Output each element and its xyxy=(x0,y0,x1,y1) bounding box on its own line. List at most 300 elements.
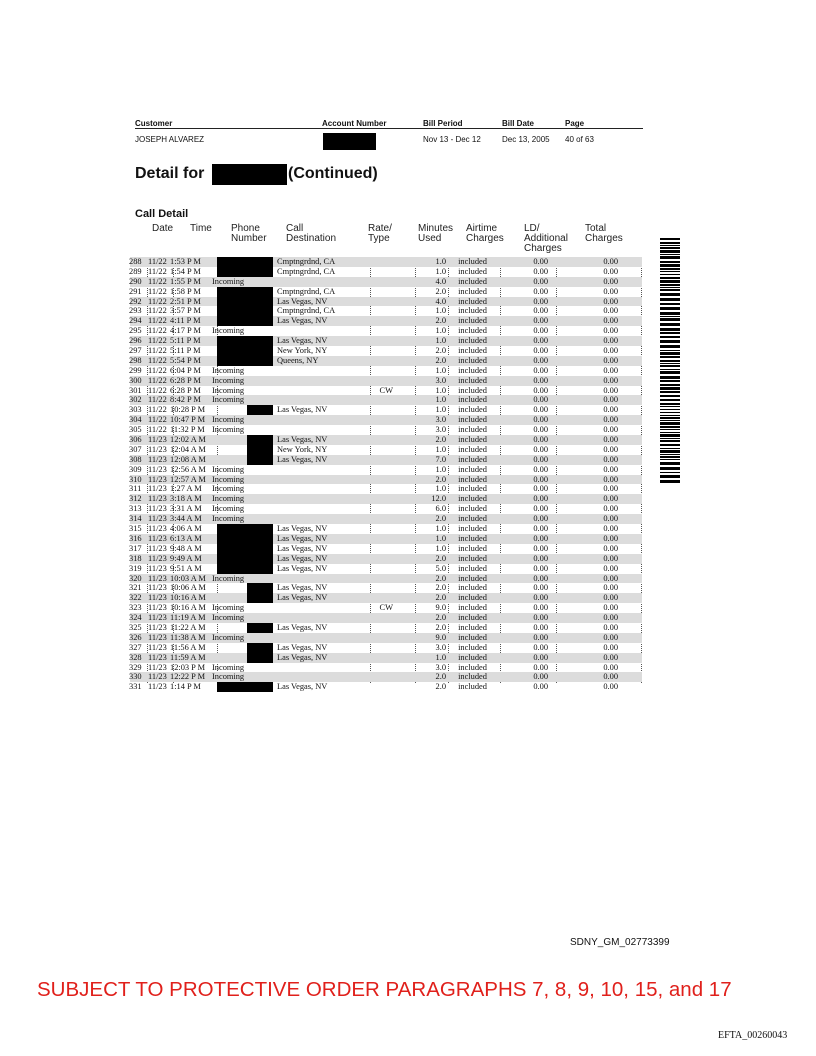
call-date: 11/23 xyxy=(148,533,167,543)
table-row xyxy=(130,514,642,524)
barcode-bar xyxy=(660,254,680,255)
ld-charges: 0.00 xyxy=(533,563,548,573)
barcode-bar xyxy=(660,399,680,401)
ld-charges: 0.00 xyxy=(533,425,548,435)
ld-charges: 0.00 xyxy=(533,435,548,445)
table-row xyxy=(130,366,642,376)
barcode-bar xyxy=(660,316,680,317)
ld-charges: 0.00 xyxy=(533,494,548,504)
phone-number-redaction xyxy=(247,623,273,633)
barcode-bar xyxy=(660,271,680,272)
barcode-bar xyxy=(660,376,680,379)
ld-charges: 0.00 xyxy=(533,415,548,425)
airtime-charges: included xyxy=(458,405,487,415)
table-row xyxy=(130,445,642,455)
row-number: 297 xyxy=(129,346,142,356)
document-id: SDNY_GM_02773399 xyxy=(570,937,670,948)
total-charges: 0.00 xyxy=(603,613,618,623)
phone-number-redaction xyxy=(217,257,273,267)
barcode-bar xyxy=(660,274,680,275)
minutes-used: 3.0 xyxy=(435,375,446,385)
bill-date-label: Bill Date xyxy=(502,119,535,128)
table-row xyxy=(130,534,642,544)
call-destination: Las Vegas, NV xyxy=(277,316,328,326)
barcode-bar xyxy=(660,475,680,478)
table-row xyxy=(130,524,642,534)
call-date: 11/23 xyxy=(148,464,167,474)
barcode-bar xyxy=(660,422,680,425)
airtime-charges: included xyxy=(458,326,487,336)
protective-order-notice: SUBJECT TO PROTECTIVE ORDER PARAGRAPHS 7, 8, 9, 10, 15, and 17 xyxy=(37,978,732,1001)
table-row xyxy=(130,475,642,485)
ld-charges: 0.00 xyxy=(533,632,548,642)
minutes-used: 2.0 xyxy=(435,593,446,603)
call-time: 1:58 P M xyxy=(170,286,201,296)
phone-number-redaction xyxy=(217,682,273,692)
call-date: 11/23 xyxy=(148,514,167,524)
phone-number-redaction xyxy=(247,435,273,445)
call-destination: Las Vegas, NV xyxy=(277,563,328,573)
row-number: 289 xyxy=(129,266,142,276)
phone-number-redaction xyxy=(217,534,273,544)
phone-number-redaction xyxy=(247,583,273,593)
call-date: 11/23 xyxy=(148,563,167,573)
barcode-bar xyxy=(660,426,680,428)
ld-charges: 0.00 xyxy=(533,375,548,385)
row-number: 308 xyxy=(129,454,142,464)
col-ld-additional-charges: LD/ Additional Charges xyxy=(524,223,568,254)
barcode-bar xyxy=(660,384,680,386)
phone-number-redaction xyxy=(247,405,273,415)
call-destination: Las Vegas, NV xyxy=(277,454,328,464)
airtime-charges: included xyxy=(458,464,487,474)
row-number: 294 xyxy=(129,316,142,326)
table-row xyxy=(130,643,642,653)
airtime-charges: included xyxy=(458,296,487,306)
barcode-bar xyxy=(660,363,680,364)
ld-charges: 0.00 xyxy=(533,524,548,534)
minutes-used: 1.0 xyxy=(435,395,446,405)
airtime-charges: included xyxy=(458,573,487,583)
airtime-charges: included xyxy=(458,553,487,563)
ld-charges: 0.00 xyxy=(533,514,548,524)
airtime-charges: included xyxy=(458,385,487,395)
ld-charges: 0.00 xyxy=(533,682,548,692)
call-time: 4:06 A M xyxy=(170,524,202,534)
total-charges: 0.00 xyxy=(603,385,618,395)
call-detail-table xyxy=(130,257,642,692)
call-destination: Las Vegas, NV xyxy=(277,622,328,632)
call-time: 12:08 A M xyxy=(170,454,206,464)
barcode-bar xyxy=(660,268,680,270)
col-phone-number: Phone Number xyxy=(231,223,267,244)
row-number: 319 xyxy=(129,563,142,573)
barcode-bar xyxy=(660,387,680,390)
call-time: 1:27 A M xyxy=(170,484,202,494)
airtime-charges: included xyxy=(458,435,487,445)
total-charges: 0.00 xyxy=(603,326,618,336)
call-destination: Queens, NY xyxy=(277,355,319,365)
phone-number-redaction xyxy=(217,564,273,574)
call-date: 11/22 xyxy=(148,286,167,296)
airtime-charges: included xyxy=(458,276,487,286)
phone-number-redaction xyxy=(217,306,273,316)
minutes-used: 7.0 xyxy=(435,454,446,464)
call-time: 6:28 P M xyxy=(170,375,201,385)
barcode-bar xyxy=(660,336,680,338)
call-date: 11/23 xyxy=(148,613,167,623)
minutes-used: 2.0 xyxy=(435,474,446,484)
airtime-charges: included xyxy=(458,365,487,375)
call-date: 11/23 xyxy=(148,524,167,534)
header-rule xyxy=(135,128,643,129)
total-charges: 0.00 xyxy=(603,494,618,504)
minutes-used: 2.0 xyxy=(435,435,446,445)
table-row xyxy=(130,277,642,287)
ld-charges: 0.00 xyxy=(533,613,548,623)
barcode-bar xyxy=(660,462,680,465)
call-date: 11/23 xyxy=(148,603,167,613)
minutes-used: 1.0 xyxy=(435,484,446,494)
row-number: 316 xyxy=(129,533,142,543)
table-row xyxy=(130,623,642,633)
airtime-charges: included xyxy=(458,682,487,692)
call-time: 1:53 P M xyxy=(170,257,201,266)
barcode-bar xyxy=(660,289,680,291)
barcode-bar xyxy=(660,406,680,407)
total-charges: 0.00 xyxy=(603,603,618,613)
airtime-charges: included xyxy=(458,622,487,632)
table-row xyxy=(130,326,642,336)
call-destination: Las Vegas, NV xyxy=(277,553,328,563)
ld-charges: 0.00 xyxy=(533,484,548,494)
row-number: 304 xyxy=(129,415,142,425)
call-destination: Cmptngrdnd, CA xyxy=(277,266,336,276)
airtime-charges: included xyxy=(458,613,487,623)
rate-type: CW xyxy=(379,385,393,395)
table-row xyxy=(130,544,642,554)
minutes-used: 9.0 xyxy=(435,632,446,642)
ld-charges: 0.00 xyxy=(533,573,548,583)
total-charges: 0.00 xyxy=(603,306,618,316)
row-number: 320 xyxy=(129,573,142,583)
row-number: 302 xyxy=(129,395,142,405)
table-row xyxy=(130,257,642,267)
call-time: 3:57 P M xyxy=(170,306,201,316)
airtime-charges: included xyxy=(458,563,487,573)
phone-number-redaction xyxy=(247,643,273,653)
ld-charges: 0.00 xyxy=(533,543,548,553)
detail-title-suffix: (Continued) xyxy=(288,165,378,182)
call-date: 11/22 xyxy=(148,405,167,415)
airtime-charges: included xyxy=(458,425,487,435)
ld-charges: 0.00 xyxy=(533,296,548,306)
call-destination: Las Vegas, NV xyxy=(277,296,328,306)
total-charges: 0.00 xyxy=(603,286,618,296)
barcode-bar xyxy=(660,280,680,283)
phone-number-redaction xyxy=(247,593,273,603)
row-number: 322 xyxy=(129,593,142,603)
barcode-bar xyxy=(660,332,680,334)
call-time: 10:47 P M xyxy=(170,415,206,425)
call-time: 10:06 A M xyxy=(170,583,206,593)
call-destination: Las Vegas, NV xyxy=(277,642,328,652)
minutes-used: 6.0 xyxy=(435,504,446,514)
call-direction: Incoming xyxy=(212,494,245,504)
call-direction: Incoming xyxy=(212,672,245,682)
ld-charges: 0.00 xyxy=(533,395,548,405)
barcode-bar xyxy=(660,365,680,367)
ld-charges: 0.00 xyxy=(533,257,548,266)
total-charges: 0.00 xyxy=(603,276,618,286)
total-charges: 0.00 xyxy=(603,514,618,524)
minutes-used: 2.0 xyxy=(435,553,446,563)
call-date: 11/22 xyxy=(148,395,167,405)
call-time: 9:51 A M xyxy=(170,563,202,573)
table-row xyxy=(130,287,642,297)
rate-type: CW xyxy=(379,603,393,613)
call-destination: Cmptngrdnd, CA xyxy=(277,286,336,296)
call-date: 11/23 xyxy=(148,435,167,445)
minutes-used: 1.0 xyxy=(435,266,446,276)
row-number: 290 xyxy=(129,276,142,286)
call-time: 11:22 A M xyxy=(170,622,206,632)
row-number: 310 xyxy=(129,474,142,484)
airtime-charges: included xyxy=(458,652,487,662)
ld-charges: 0.00 xyxy=(533,286,548,296)
table-row xyxy=(130,593,642,603)
call-time: 4:11 P M xyxy=(170,316,201,326)
airtime-charges: included xyxy=(458,662,487,672)
total-charges: 0.00 xyxy=(603,553,618,563)
minutes-used: 2.0 xyxy=(435,613,446,623)
row-number: 326 xyxy=(129,632,142,642)
minutes-used: 1.0 xyxy=(435,533,446,543)
call-time: 6:04 P M xyxy=(170,365,201,375)
table-row xyxy=(130,336,642,346)
table-row xyxy=(130,574,642,584)
row-number: 331 xyxy=(129,682,142,692)
page-number: 40 of 63 xyxy=(565,135,594,144)
table-row xyxy=(130,564,642,574)
call-direction: Incoming xyxy=(212,662,245,672)
airtime-charges: included xyxy=(458,474,487,484)
row-number: 293 xyxy=(129,306,142,316)
call-time: 1:55 P M xyxy=(170,276,201,286)
call-direction: Incoming xyxy=(212,385,245,395)
barcode-bar xyxy=(660,312,680,315)
phone-number-redaction xyxy=(217,554,273,564)
table-row xyxy=(130,455,642,465)
barcode-bar xyxy=(660,350,680,351)
phone-number-redaction xyxy=(217,336,273,346)
airtime-charges: included xyxy=(458,514,487,524)
call-date: 11/23 xyxy=(148,593,167,603)
barcode-bar xyxy=(660,360,680,362)
airtime-charges: included xyxy=(458,346,487,356)
call-direction: Incoming xyxy=(212,504,245,514)
phone-number-redaction xyxy=(247,653,273,663)
total-charges: 0.00 xyxy=(603,474,618,484)
account-number-redaction xyxy=(323,133,376,150)
airtime-charges: included xyxy=(458,642,487,652)
call-date: 11/23 xyxy=(148,652,167,662)
call-time: 6:13 A M xyxy=(170,533,202,543)
barcode-bar xyxy=(660,480,680,483)
total-charges: 0.00 xyxy=(603,524,618,534)
call-direction: Incoming xyxy=(212,425,245,435)
row-number: 306 xyxy=(129,435,142,445)
total-charges: 0.00 xyxy=(603,583,618,593)
call-destination: Cmptngrdnd, CA xyxy=(277,306,336,316)
call-date: 11/23 xyxy=(148,504,167,514)
call-direction: Incoming xyxy=(212,484,245,494)
minutes-used: 1.0 xyxy=(435,306,446,316)
page-label: Page xyxy=(565,119,585,128)
barcode-bar xyxy=(660,434,680,437)
total-charges: 0.00 xyxy=(603,593,618,603)
call-time: 5:11 P M xyxy=(170,346,201,356)
row-number: 328 xyxy=(129,652,142,662)
airtime-charges: included xyxy=(458,583,487,593)
minutes-used: 1.0 xyxy=(435,365,446,375)
call-date: 11/22 xyxy=(148,425,167,435)
barcode-bar xyxy=(660,395,680,397)
total-charges: 0.00 xyxy=(603,652,618,662)
call-time: 5:54 P M xyxy=(170,355,201,365)
call-time: 12:03 P M xyxy=(170,662,206,672)
ld-charges: 0.00 xyxy=(533,662,548,672)
minutes-used: 2.0 xyxy=(435,682,446,692)
call-destination: Las Vegas, NV xyxy=(277,583,328,593)
airtime-charges: included xyxy=(458,444,487,454)
call-date: 11/22 xyxy=(148,257,167,266)
call-direction: Incoming xyxy=(212,375,245,385)
total-charges: 0.00 xyxy=(603,662,618,672)
barcode-bar xyxy=(660,415,680,416)
call-direction: Incoming xyxy=(212,573,245,583)
barcode-image xyxy=(660,238,680,484)
ld-charges: 0.00 xyxy=(533,553,548,563)
ld-charges: 0.00 xyxy=(533,316,548,326)
call-date: 11/22 xyxy=(148,326,167,336)
barcode-bar xyxy=(660,318,680,321)
row-number: 311 xyxy=(129,484,142,494)
row-number: 318 xyxy=(129,553,142,563)
table-row xyxy=(130,504,642,514)
barcode-bar xyxy=(660,293,680,296)
call-date: 11/23 xyxy=(148,494,167,504)
call-time: 9:48 A M xyxy=(170,543,202,553)
total-charges: 0.00 xyxy=(603,464,618,474)
table-row xyxy=(130,682,642,692)
call-destination: Las Vegas, NV xyxy=(277,336,328,346)
barcode-bar xyxy=(660,444,680,446)
col-call-destination: Call Destination xyxy=(286,223,337,244)
ld-charges: 0.00 xyxy=(533,533,548,543)
call-time: 5:11 P M xyxy=(170,336,201,346)
table-row xyxy=(130,583,642,593)
minutes-used: 2.0 xyxy=(435,355,446,365)
barcode-bar xyxy=(660,287,680,288)
airtime-charges: included xyxy=(458,603,487,613)
table-row xyxy=(130,465,642,475)
call-time: 3:18 A M xyxy=(170,494,202,504)
call-date: 11/22 xyxy=(148,415,167,425)
table-row xyxy=(130,297,642,307)
airtime-charges: included xyxy=(458,524,487,534)
row-number: 298 xyxy=(129,355,142,365)
row-number: 314 xyxy=(129,514,142,524)
call-direction: Incoming xyxy=(212,632,245,642)
phone-number-redaction xyxy=(217,356,273,366)
ld-charges: 0.00 xyxy=(533,365,548,375)
table-row xyxy=(130,405,642,415)
table-row xyxy=(130,484,642,494)
minutes-used: 2.0 xyxy=(435,583,446,593)
barcode-bar xyxy=(660,247,680,249)
call-date: 11/23 xyxy=(148,454,167,464)
minutes-used: 4.0 xyxy=(435,276,446,286)
barcode-bar xyxy=(660,238,680,240)
barcode-bar xyxy=(660,454,680,455)
ld-charges: 0.00 xyxy=(533,444,548,454)
call-date: 11/23 xyxy=(148,474,167,484)
airtime-charges: included xyxy=(458,632,487,642)
minutes-used: 1.0 xyxy=(435,444,446,454)
call-destination: Las Vegas, NV xyxy=(277,593,328,603)
airtime-charges: included xyxy=(458,504,487,514)
barcode-bar xyxy=(660,328,680,331)
ld-charges: 0.00 xyxy=(533,593,548,603)
barcode-bar xyxy=(660,345,680,348)
call-date: 11/23 xyxy=(148,672,167,682)
barcode-bar xyxy=(660,303,680,305)
ld-charges: 0.00 xyxy=(533,622,548,632)
ld-charges: 0.00 xyxy=(533,266,548,276)
call-time: 11:32 P M xyxy=(170,425,205,435)
row-number: 288 xyxy=(129,257,142,266)
total-charges: 0.00 xyxy=(603,257,618,266)
barcode-bar xyxy=(660,242,680,244)
minutes-used: 5.0 xyxy=(435,563,446,573)
call-time: 10:16 A M xyxy=(170,603,206,613)
call-date: 11/23 xyxy=(148,662,167,672)
table-row xyxy=(130,633,642,643)
row-number: 321 xyxy=(129,583,142,593)
airtime-charges: included xyxy=(458,316,487,326)
minutes-used: 1.0 xyxy=(435,652,446,662)
row-number: 301 xyxy=(129,385,142,395)
total-charges: 0.00 xyxy=(603,533,618,543)
total-charges: 0.00 xyxy=(603,365,618,375)
minutes-used: 3.0 xyxy=(435,642,446,652)
row-number: 292 xyxy=(129,296,142,306)
call-destination: New York, NY xyxy=(277,444,328,454)
ld-charges: 0.00 xyxy=(533,603,548,613)
call-time: 12:22 P M xyxy=(170,672,206,682)
col-date: Date xyxy=(152,223,174,234)
call-time: 12:02 A M xyxy=(170,435,206,445)
table-row xyxy=(130,267,642,277)
barcode-bar xyxy=(660,432,680,433)
barcode-bar xyxy=(660,256,680,259)
airtime-charges: included xyxy=(458,415,487,425)
call-date: 11/23 xyxy=(148,632,167,642)
call-destination: Las Vegas, NV xyxy=(277,652,328,662)
minutes-used: 1.0 xyxy=(435,464,446,474)
barcode-bar xyxy=(660,472,680,473)
